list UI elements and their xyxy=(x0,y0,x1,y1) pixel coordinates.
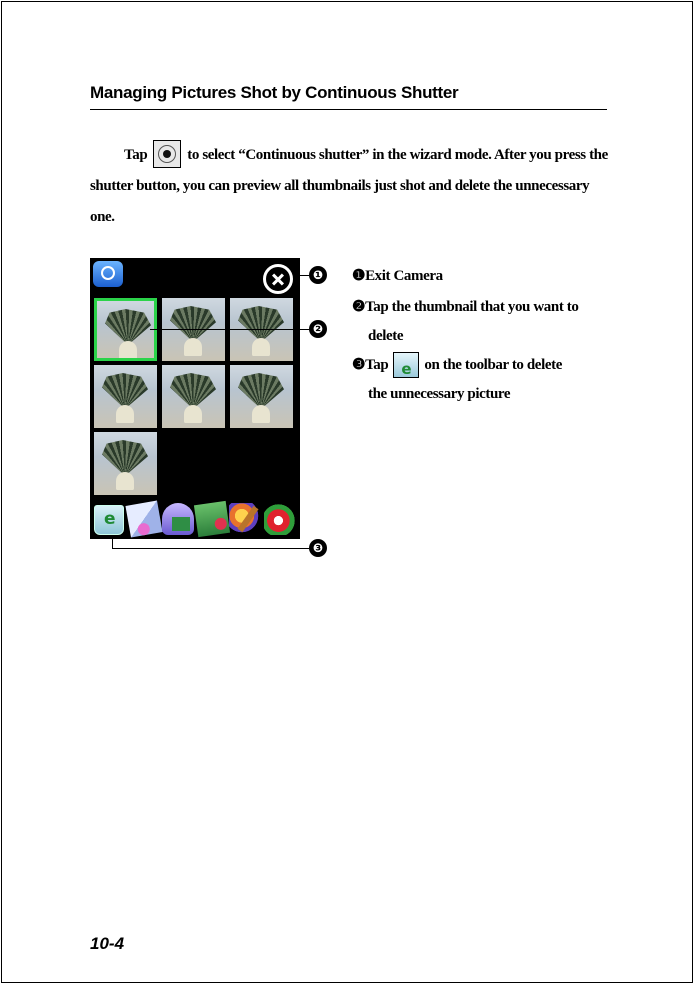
mail-icon[interactable] xyxy=(125,500,162,537)
thumbnail-selected[interactable] xyxy=(94,298,157,361)
photo-music-icon[interactable] xyxy=(194,501,230,537)
step-1 xyxy=(352,262,612,291)
callout-3: ❸ xyxy=(309,539,327,557)
close-icon[interactable] xyxy=(263,264,293,294)
step-3 xyxy=(352,351,612,409)
step-marker: ❸ xyxy=(352,357,366,373)
recycle-bin-icon[interactable] xyxy=(94,505,124,535)
callout-line-1 xyxy=(295,275,309,276)
thumbnail[interactable] xyxy=(94,365,157,428)
step-text-continued: the unnecessary picture xyxy=(368,386,511,402)
recycle-bin-icon xyxy=(393,352,419,378)
paint-palette-icon[interactable] xyxy=(229,503,261,535)
step-marker: ❶ xyxy=(352,268,366,284)
effects-icon[interactable] xyxy=(264,503,296,535)
continuous-shutter-icon xyxy=(153,140,181,168)
camera-preview-screen xyxy=(90,258,300,539)
callout-1: ❶ xyxy=(309,266,327,284)
thumbnail[interactable] xyxy=(94,432,157,495)
step-list xyxy=(352,262,612,409)
callout-line-2 xyxy=(150,329,309,330)
callout-2: ❷ xyxy=(309,320,327,338)
callout-line-3 xyxy=(112,548,309,549)
section-title: Managing Pictures Shot by Continuous Shutter xyxy=(90,83,607,110)
intro-text-1: Tap xyxy=(124,147,148,163)
step-2 xyxy=(352,293,612,351)
thumbnail[interactable] xyxy=(162,365,225,428)
camera-logo-icon xyxy=(93,261,123,287)
step-text: Exit Camera xyxy=(365,268,443,284)
step-marker: ❷ xyxy=(352,299,366,315)
intro-paragraph xyxy=(90,140,610,233)
step-text: Tap the thumbnail that you want to xyxy=(365,299,579,315)
thumbnail[interactable] xyxy=(230,365,293,428)
step-text-continued: delete xyxy=(368,328,404,344)
intro-text-2: to select “Continuous shutter” in the wizard mode. After you press the shutter button, you can preview all thumbnails just shot and delete the unnecessary one. xyxy=(90,147,608,225)
slideshow-icon[interactable] xyxy=(162,503,194,535)
page-number: 10-4 xyxy=(90,934,125,953)
step-text: on the toolbar to delete xyxy=(424,357,562,373)
step-text: Tap xyxy=(365,357,389,373)
